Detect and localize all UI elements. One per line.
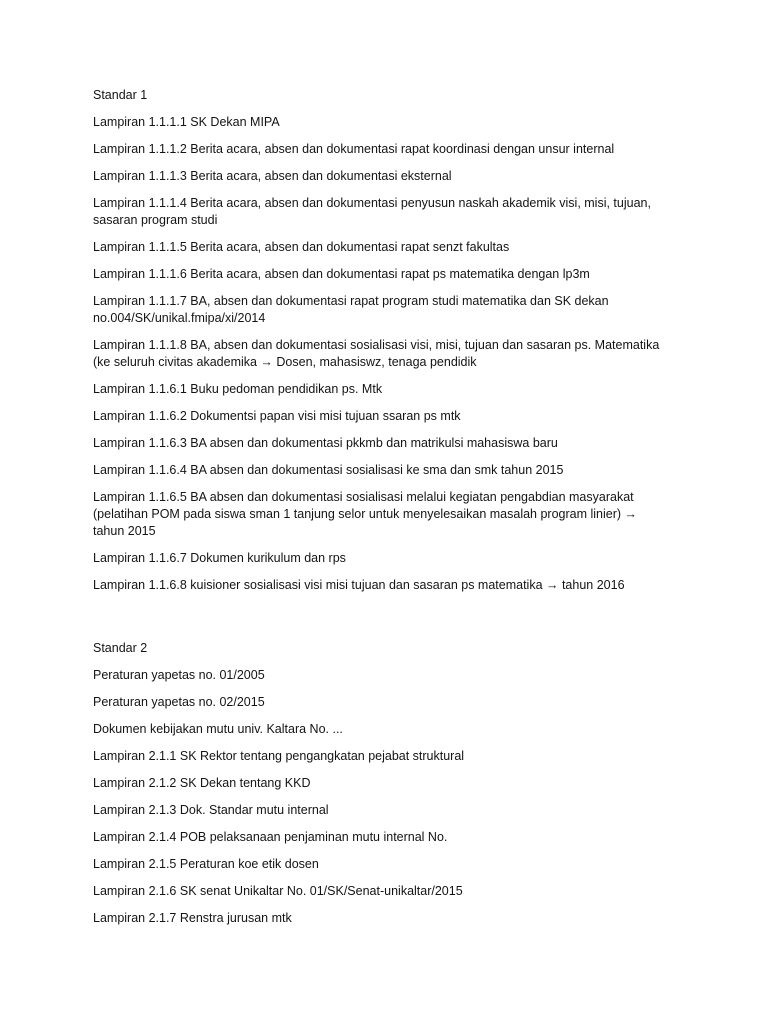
list-item: Lampiran 1.1.1.2 Berita acara, absen dan dokumentasi rapat koordinasi dengan unsur internal — [93, 142, 615, 156]
list-item: Lampiran 1.1.6.5 BA absen dan dokumentasi sosialisasi melalui kegiatan pengabdian masyarakat (pelatihan POM pada siswa sman 1 tanjung selor untuk menyelesaikan masalah program linier) → tahun 2015 — [93, 490, 638, 538]
list-item: Lampiran 2.1.1 SK Rektor tentang pengangkatan pejabat struktural — [93, 749, 465, 763]
list-item: Lampiran 1.1.1.6 Berita acara, absen dan dokumentasi rapat ps matematika dengan lp3m — [93, 267, 590, 281]
item-list — [93, 667, 693, 927]
list-item: Lampiran 1.1.6.2 Dokumentsi papan visi misi tujuan ssaran ps mtk — [93, 409, 461, 423]
list-item: Lampiran 1.1.1.7 BA, absen dan dokumentasi rapat program studi matematika dan SK dekan no.004/SK/unikal.fmipa/xi/2014 — [93, 294, 609, 325]
list-item: Lampiran 2.1.7 Renstra jurusan mtk — [93, 911, 292, 925]
list-item: Lampiran 2.1.5 Peraturan koe etik dosen — [93, 857, 319, 871]
item-list — [93, 114, 693, 594]
list-item: Lampiran 1.1.1.3 Berita acara, absen dan dokumentasi eksternal — [93, 169, 452, 183]
section-heading: Standar 2 — [93, 641, 148, 655]
list-item: Lampiran 2.1.2 SK Dekan tentang KKD — [93, 776, 311, 790]
list-item: Lampiran 1.1.6.8 kuisioner sosialisasi visi misi tujuan dan sasaran ps matematika → tahun 2016 — [93, 578, 625, 592]
list-item: Lampiran 1.1.6.3 BA absen dan dokumentasi pkkmb dan matrikulsi mahasiswa baru — [93, 436, 558, 450]
list-item: Lampiran 1.1.1.8 BA, absen dan dokumentasi sosialisasi visi, misi, tujuan dan sasaran ps. Matematika (ke seluruh civitas akademika → Dosen, mahasiswz, tenaga pendidik — [93, 338, 660, 369]
list-item: Lampiran 1.1.1.1 SK Dekan MIPA — [93, 115, 280, 129]
section-standar-1 — [93, 87, 693, 594]
list-item: Lampiran 1.1.6.7 Dokumen kurikulum dan rps — [93, 551, 346, 565]
section-heading: Standar 1 — [93, 88, 148, 102]
list-item: Lampiran 2.1.4 POB pelaksanaan penjaminan mutu internal No. — [93, 830, 448, 844]
list-item: Peraturan yapetas no. 01/2005 — [93, 668, 265, 682]
list-item: Lampiran 1.1.6.1 Buku pedoman pendidikan ps. Mtk — [93, 382, 383, 396]
list-item: Lampiran 1.1.6.4 BA absen dan dokumentasi sosialisasi ke sma dan smk tahun 2015 — [93, 463, 564, 477]
list-item: Lampiran 1.1.1.5 Berita acara, absen dan dokumentasi rapat senzt fakultas — [93, 240, 510, 254]
list-item: Lampiran 1.1.1.4 Berita acara, absen dan dokumentasi penyusun naskah akademik visi, misi, tujuan, sasaran program studi — [93, 196, 651, 227]
list-item: Dokumen kebijakan mutu univ. Kaltara No. ... — [93, 722, 343, 736]
list-item: Lampiran 2.1.3 Dok. Standar mutu internal — [93, 803, 329, 817]
section-standar-2 — [93, 640, 693, 927]
list-item: Lampiran 2.1.6 SK senat Unikaltar No. 01/SK/Senat-unikaltar/2015 — [93, 884, 463, 898]
list-item: Peraturan yapetas no. 02/2015 — [93, 695, 265, 709]
